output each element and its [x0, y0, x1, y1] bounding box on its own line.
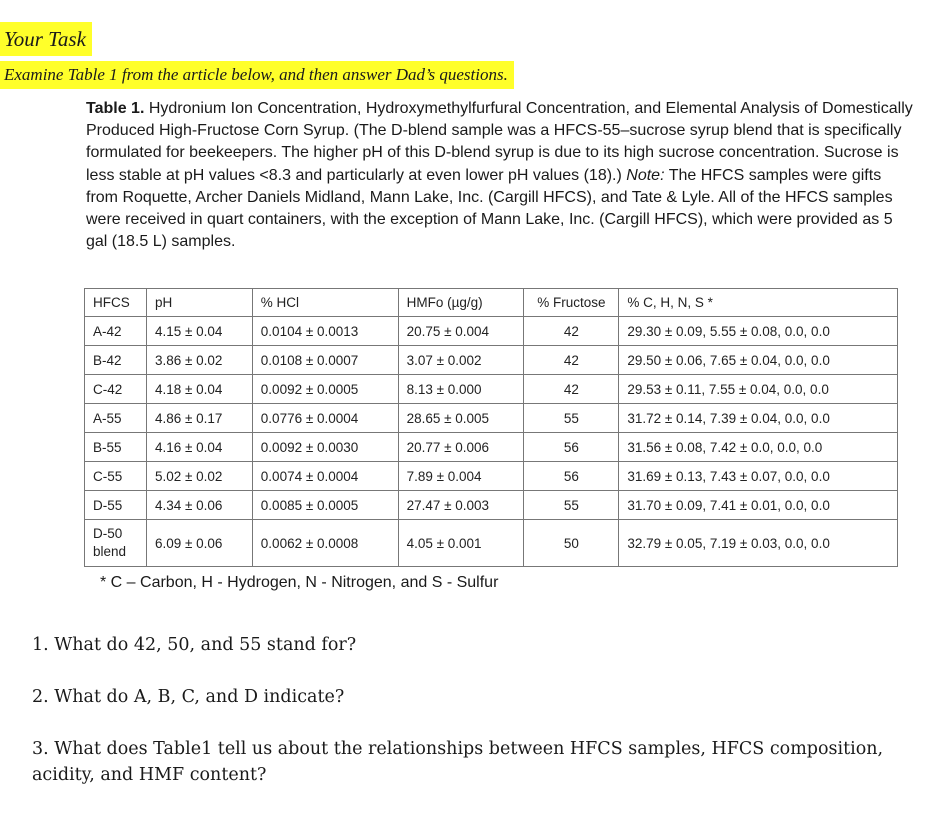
cell-hfcs: D-50 blend [85, 520, 147, 567]
cell-hmf: 3.07 ± 0.002 [398, 346, 524, 375]
table-row [85, 462, 898, 491]
cell-ph: 4.34 ± 0.06 [146, 491, 252, 520]
table-row [85, 433, 898, 462]
cell-fructose: 42 [524, 346, 619, 375]
table-header-row [85, 289, 898, 317]
cell-hfcs: C-55 [85, 462, 147, 491]
cell-hmf: 20.77 ± 0.006 [398, 433, 524, 462]
cell-fructose: 42 [524, 375, 619, 404]
cell-elemental: 31.72 ± 0.14, 7.39 ± 0.04, 0.0, 0.0 [619, 404, 898, 433]
cell-hcl: 0.0092 ± 0.0030 [252, 433, 398, 462]
cell-elemental: 29.53 ± 0.11, 7.55 ± 0.04, 0.0, 0.0 [619, 375, 898, 404]
cell-fructose: 56 [524, 462, 619, 491]
cell-hcl: 0.0104 ± 0.0013 [252, 317, 398, 346]
header-ph: pH [146, 289, 252, 317]
cell-ph: 4.15 ± 0.04 [146, 317, 252, 346]
cell-fructose: 56 [524, 433, 619, 462]
header-fructose: % Fructose [524, 289, 619, 317]
hfcs-data-table [84, 288, 898, 567]
table-footnote: * C – Carbon, H - Hydrogen, N - Nitrogen, and S - Sulfur [100, 574, 499, 591]
caption-note-label: Note: [626, 166, 665, 184]
cell-elemental: 31.70 ± 0.09, 7.41 ± 0.01, 0.0, 0.0 [619, 491, 898, 520]
cell-hfcs: C-42 [85, 375, 147, 404]
cell-hmf: 7.89 ± 0.004 [398, 462, 524, 491]
cell-elemental: 31.69 ± 0.13, 7.43 ± 0.07, 0.0, 0.0 [619, 462, 898, 491]
cell-fructose: 55 [524, 404, 619, 433]
cell-hcl: 0.0776 ± 0.0004 [252, 404, 398, 433]
table-caption [86, 98, 916, 253]
cell-hfcs: D-55 [85, 491, 147, 520]
caption-text-part2: The HFCS samples were gifts from Roquette, Archer Daniels Midland, Mann Lake, Inc. (Cargill HFCS), and Tate & Lyle. All of the HFCS samples were received in quart containers, with the exception of Mann Lake, Inc. (Cargill HFCS), which were provided as 5 gal (18.5 L) samples. [86, 166, 893, 251]
cell-ph: 4.18 ± 0.04 [146, 375, 252, 404]
caption-text-part1: Hydronium Ion Concentration, Hydroxymethylfurfural Concentration, and Elemental Analysis of Domestically Produced High-Fructose Corn Syrup. (The D-blend sample was a HFCS-55–sucrose syrup blend that is specifically formulated for beekeepers. The higher pH of this D-blend syrup is due to its high sucrose concentration. Sucrose is less stable at pH values <8.3 and particularly at even lower pH values (18).) [86, 100, 913, 184]
cell-hcl: 0.0092 ± 0.0005 [252, 375, 398, 404]
table-row [85, 520, 898, 567]
cell-hmf: 8.13 ± 0.000 [398, 375, 524, 404]
caption-label: Table 1. [86, 100, 145, 117]
cell-ph: 4.86 ± 0.17 [146, 404, 252, 433]
examine-instruction: Examine Table 1 from the article below, and then answer Dad’s questions. [0, 61, 514, 89]
cell-elemental: 29.50 ± 0.06, 7.65 ± 0.04, 0.0, 0.0 [619, 346, 898, 375]
table-row [85, 404, 898, 433]
cell-hcl: 0.0085 ± 0.0005 [252, 491, 398, 520]
your-task-heading: Your Task [0, 22, 92, 56]
question-2: 2. What do A, B, C, and D indicate? [32, 687, 345, 707]
header-elemental: % C, H, N, S * [619, 289, 898, 317]
table-row [85, 375, 898, 404]
cell-hmf: 4.05 ± 0.001 [398, 520, 524, 567]
cell-ph: 6.09 ± 0.06 [146, 520, 252, 567]
cell-fructose: 50 [524, 520, 619, 567]
question-1: 1. What do 42, 50, and 55 stand for? [32, 635, 357, 655]
header-hmf: HMFo (µg/g) [398, 289, 524, 317]
cell-ph: 4.16 ± 0.04 [146, 433, 252, 462]
cell-hcl: 0.0074 ± 0.0004 [252, 462, 398, 491]
cell-fructose: 55 [524, 491, 619, 520]
cell-hfcs: B-42 [85, 346, 147, 375]
table-row [85, 346, 898, 375]
cell-hfcs: A-42 [85, 317, 147, 346]
cell-hmf: 27.47 ± 0.003 [398, 491, 524, 520]
header-hfcs: HFCS [85, 289, 147, 317]
cell-elemental: 29.30 ± 0.09, 5.55 ± 0.08, 0.0, 0.0 [619, 317, 898, 346]
cell-fructose: 42 [524, 317, 619, 346]
table-row [85, 491, 898, 520]
header-hcl: % HCl [252, 289, 398, 317]
question-3: 3. What does Table1 tell us about the relationships between HFCS samples, HFCS composition, acidity, and HMF content? [32, 739, 884, 785]
cell-hmf: 28.65 ± 0.005 [398, 404, 524, 433]
cell-ph: 3.86 ± 0.02 [146, 346, 252, 375]
cell-hfcs: B-55 [85, 433, 147, 462]
cell-hcl: 0.0062 ± 0.0008 [252, 520, 398, 567]
cell-hfcs: A-55 [85, 404, 147, 433]
table-row [85, 317, 898, 346]
cell-hmf: 20.75 ± 0.004 [398, 317, 524, 346]
cell-elemental: 31.56 ± 0.08, 7.42 ± 0.0, 0.0, 0.0 [619, 433, 898, 462]
cell-ph: 5.02 ± 0.02 [146, 462, 252, 491]
cell-hcl: 0.0108 ± 0.0007 [252, 346, 398, 375]
cell-elemental: 32.79 ± 0.05, 7.19 ± 0.03, 0.0, 0.0 [619, 520, 898, 567]
